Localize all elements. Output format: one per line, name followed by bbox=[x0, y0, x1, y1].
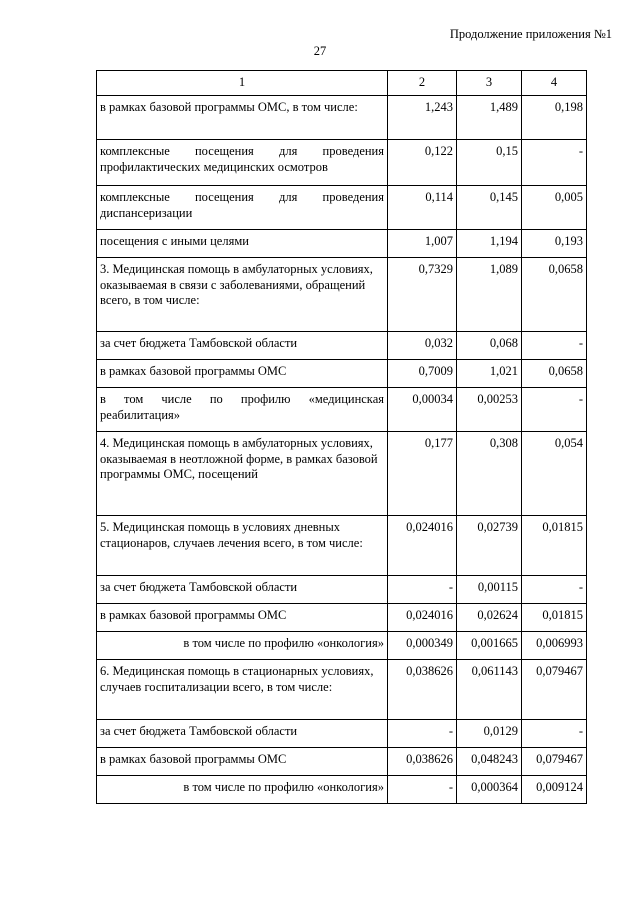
table-row bbox=[97, 258, 587, 332]
value-cell-c3: 0,02624 bbox=[457, 604, 522, 632]
column-header: 3 bbox=[457, 71, 522, 96]
value-cell-c4: - bbox=[522, 576, 587, 604]
value-cell-c2: 0,122 bbox=[388, 140, 457, 186]
value-cell-c2: 0,038626 bbox=[388, 660, 457, 720]
row-label: в том числе по профилю «онкология» bbox=[97, 776, 388, 804]
value-cell-c4: 0,193 bbox=[522, 230, 587, 258]
row-label: комплексные посещения для проведения профилактических медицинских осмотров bbox=[97, 140, 388, 186]
value-cell-c4: 0,198 bbox=[522, 96, 587, 140]
table-row bbox=[97, 720, 587, 748]
value-cell-c2: 0,024016 bbox=[388, 516, 457, 576]
table-row bbox=[97, 632, 587, 660]
value-cell-c3: 0,0129 bbox=[457, 720, 522, 748]
column-header: 2 bbox=[388, 71, 457, 96]
value-cell-c4: - bbox=[522, 720, 587, 748]
value-cell-c3: 0,02739 bbox=[457, 516, 522, 576]
value-cell-c2: 0,000349 bbox=[388, 632, 457, 660]
value-cell-c2: 0,7009 bbox=[388, 360, 457, 388]
value-cell-c3: 1,089 bbox=[457, 258, 522, 332]
row-label: в рамках базовой программы ОМС bbox=[97, 360, 388, 388]
value-cell-c3: 0,00253 bbox=[457, 388, 522, 432]
table-row bbox=[97, 388, 587, 432]
data-table bbox=[96, 70, 587, 804]
value-cell-c2: 1,007 bbox=[388, 230, 457, 258]
value-cell-c4: 0,079467 bbox=[522, 748, 587, 776]
row-label: 4. Медицинская помощь в амбулаторных условиях, оказываемая в неотложной форме, в рамках базовой программы ОМС, посещений bbox=[97, 432, 388, 516]
value-cell-c4: 0,0658 bbox=[522, 360, 587, 388]
value-cell-c4: 0,006993 bbox=[522, 632, 587, 660]
value-cell-c3: 0,000364 bbox=[457, 776, 522, 804]
value-cell-c4: 0,01815 bbox=[522, 516, 587, 576]
row-label: в том числе по профилю «медицинская реабилитация» bbox=[97, 388, 388, 432]
value-cell-c4: 0,005 bbox=[522, 186, 587, 230]
value-cell-c4: 0,009124 bbox=[522, 776, 587, 804]
value-cell-c2: - bbox=[388, 776, 457, 804]
row-label: за счет бюджета Тамбовской области bbox=[97, 576, 388, 604]
value-cell-c3: 0,308 bbox=[457, 432, 522, 516]
value-cell-c2: 0,00034 bbox=[388, 388, 457, 432]
value-cell-c2: 0,114 bbox=[388, 186, 457, 230]
value-cell-c2: - bbox=[388, 720, 457, 748]
value-cell-c3: 0,00115 bbox=[457, 576, 522, 604]
table-row bbox=[97, 332, 587, 360]
table-row bbox=[97, 96, 587, 140]
value-cell-c4: 0,01815 bbox=[522, 604, 587, 632]
value-cell-c4: 0,0658 bbox=[522, 258, 587, 332]
table-row bbox=[97, 360, 587, 388]
value-cell-c3: 0,001665 bbox=[457, 632, 522, 660]
value-cell-c2: 0,038626 bbox=[388, 748, 457, 776]
row-label: в рамках базовой программы ОМС, в том числе: bbox=[97, 96, 388, 140]
value-cell-c3: 1,021 bbox=[457, 360, 522, 388]
value-cell-c3: 0,048243 bbox=[457, 748, 522, 776]
row-label: посещения с иными целями bbox=[97, 230, 388, 258]
row-label: за счет бюджета Тамбовской области bbox=[97, 720, 388, 748]
value-cell-c2: 0,024016 bbox=[388, 604, 457, 632]
table-header-row bbox=[97, 71, 587, 96]
value-cell-c4: 0,054 bbox=[522, 432, 587, 516]
column-header: 4 bbox=[522, 71, 587, 96]
table-row bbox=[97, 432, 587, 516]
table-row bbox=[97, 516, 587, 576]
continuation-note: Продолжение приложения №1 bbox=[449, 27, 612, 41]
value-cell-c3: 1,194 bbox=[457, 230, 522, 258]
value-cell-c3: 0,068 bbox=[457, 332, 522, 360]
row-label: за счет бюджета Тамбовской области bbox=[97, 332, 388, 360]
value-cell-c3: 1,489 bbox=[457, 96, 522, 140]
column-header: 1 bbox=[97, 71, 388, 96]
row-label: 5. Медицинская помощь в условиях дневных стационаров, случаев лечения всего, в том числе: bbox=[97, 516, 388, 576]
value-cell-c3: 0,145 bbox=[457, 186, 522, 230]
row-label: комплексные посещения для проведения диспансеризации bbox=[97, 186, 388, 230]
value-cell-c2: 0,7329 bbox=[388, 258, 457, 332]
table-row bbox=[97, 140, 587, 186]
table-row bbox=[97, 186, 587, 230]
value-cell-c4: - bbox=[522, 140, 587, 186]
value-cell-c2: 0,032 bbox=[388, 332, 457, 360]
table-row bbox=[97, 776, 587, 804]
table-row bbox=[97, 604, 587, 632]
row-label: 6. Медицинская помощь в стационарных условиях, случаев госпитализации всего, в том числе: bbox=[97, 660, 388, 720]
row-label: в том числе по профилю «онкология» bbox=[97, 632, 388, 660]
value-cell-c2: 1,243 bbox=[388, 96, 457, 140]
table-row bbox=[97, 660, 587, 720]
row-label: в рамках базовой программы ОМС bbox=[97, 748, 388, 776]
page-number: 27 bbox=[313, 44, 327, 58]
value-cell-c4: 0,079467 bbox=[522, 660, 587, 720]
table-row bbox=[97, 230, 587, 258]
table-row bbox=[97, 748, 587, 776]
value-cell-c4: - bbox=[522, 332, 587, 360]
row-label: в рамках базовой программы ОМС bbox=[97, 604, 388, 632]
row-label: 3. Медицинская помощь в амбулаторных условиях, оказываемая в связи с заболеваниями, обращений всего, в том числе: bbox=[97, 258, 388, 332]
value-cell-c3: 0,061143 bbox=[457, 660, 522, 720]
value-cell-c2: 0,177 bbox=[388, 432, 457, 516]
value-cell-c2: - bbox=[388, 576, 457, 604]
value-cell-c4: - bbox=[522, 388, 587, 432]
value-cell-c3: 0,15 bbox=[457, 140, 522, 186]
table-row bbox=[97, 576, 587, 604]
